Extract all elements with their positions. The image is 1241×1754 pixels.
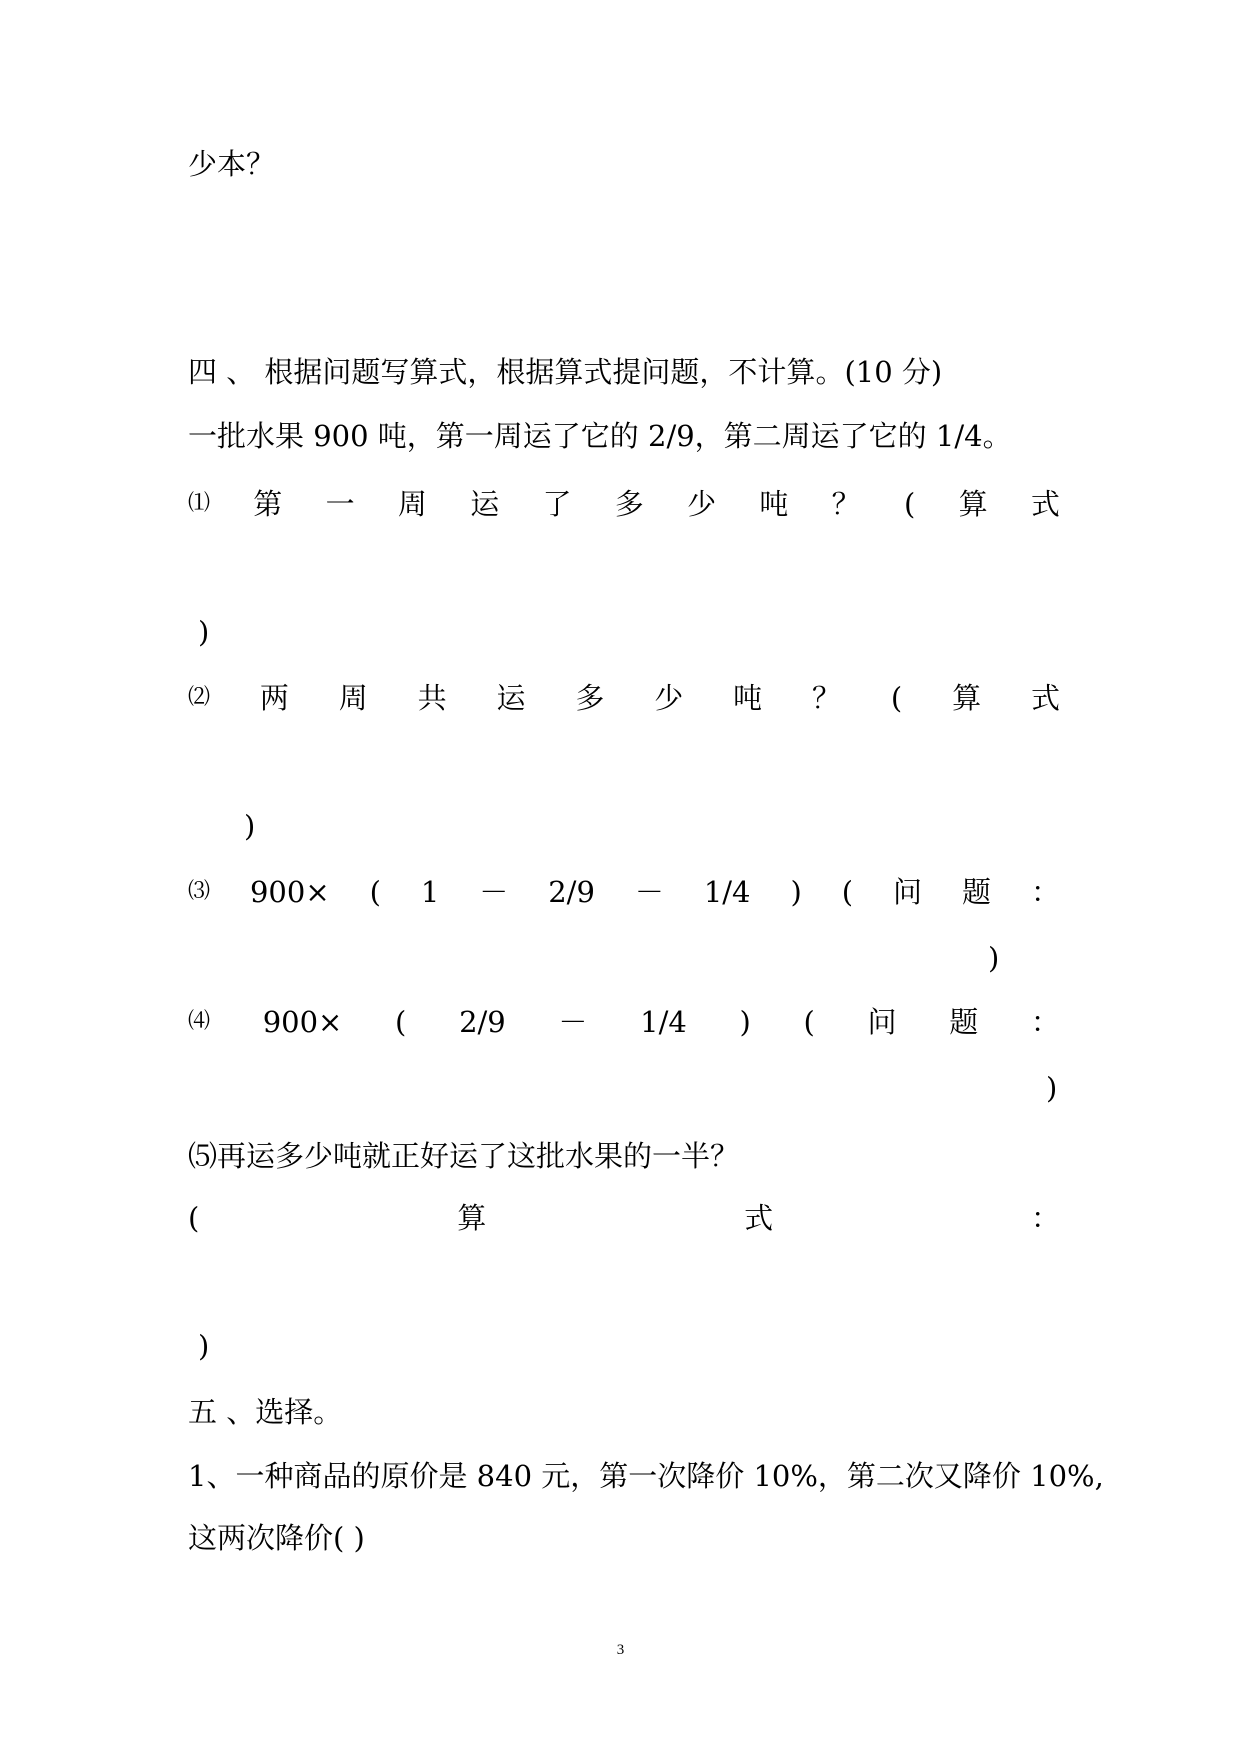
question-token: 运 — [496, 681, 526, 715]
question-2 — [188, 680, 1060, 716]
question-token: － — [634, 875, 664, 909]
question-token: 多 — [575, 681, 605, 715]
question-token: 题 — [961, 875, 991, 909]
question-token: 题 — [949, 1005, 979, 1039]
question-token: ( — [803, 1005, 815, 1039]
question-number: ⑷ — [188, 1009, 211, 1034]
answer-blank-close: ) — [988, 941, 1000, 975]
question-token: 2/9 — [548, 875, 595, 909]
question-token: 1/4 — [640, 1005, 687, 1039]
question-token: － — [479, 875, 509, 909]
question-token: ： — [1030, 1005, 1060, 1039]
question-token: － — [558, 1005, 588, 1039]
answer-blank-close: ) — [1046, 1071, 1058, 1105]
question-token: ) — [790, 875, 802, 909]
question-token: 算 — [457, 1201, 487, 1235]
question-token: 式 — [1030, 487, 1060, 521]
question-number: ⑶ — [188, 879, 211, 904]
question-token: 吨 — [733, 681, 763, 715]
question-token: ： — [1030, 1201, 1060, 1235]
question-token: 式 — [1030, 681, 1060, 715]
choice-1-line-2: 这两次降价( ) — [188, 1521, 365, 1555]
question-4 — [188, 1004, 1060, 1040]
answer-blank-close: ) — [244, 809, 256, 843]
question-number: ⑵ — [188, 685, 211, 710]
question-token: ( — [903, 487, 916, 521]
question-token: 运 — [470, 487, 500, 521]
question-token: 900× — [262, 1005, 343, 1039]
question-token: 问 — [867, 1005, 897, 1039]
question-token: ？ — [831, 487, 861, 521]
question-token: 了 — [542, 487, 572, 521]
question-5: ⑸再运多少吨就正好运了这批水果的一半？ — [188, 1139, 740, 1173]
page-number: 3 — [616, 1642, 625, 1658]
question-token: ( — [369, 875, 381, 909]
question-number: ⑴ — [188, 491, 211, 516]
answer-blank-close: ) — [198, 615, 210, 649]
question-token: 共 — [417, 681, 447, 715]
question-token: 算 — [952, 681, 982, 715]
question-token: 两 — [259, 681, 289, 715]
section-4-heading: 四 、 根据问题写算式，根据算式提问题，不计算。(10 分) — [188, 355, 943, 389]
question-3 — [188, 874, 1060, 910]
question-token: ) — [739, 1005, 751, 1039]
section-4-intro: 一批水果 900 吨，第一周运了它的 2/9，第二周运了它的 1/4。 — [188, 419, 1012, 453]
continuation-text: 少本？ — [188, 147, 276, 181]
question-token: 少 — [654, 681, 684, 715]
question-token: ( — [395, 1005, 407, 1039]
question-token: 算 — [958, 487, 988, 521]
question-token: 第 — [253, 487, 283, 521]
question-token: ( — [188, 1201, 200, 1235]
question-token: 吨 — [759, 487, 789, 521]
question-token: 周 — [338, 681, 368, 715]
question-1 — [188, 486, 1060, 522]
section-5-heading: 五 、选择。 — [188, 1395, 343, 1429]
question-token: 问 — [893, 875, 923, 909]
question-token: 1 — [420, 875, 440, 909]
question-token: 一 — [325, 487, 355, 521]
question-token: 式 — [744, 1201, 774, 1235]
question-token: 1/4 — [703, 875, 751, 909]
question-token: 多 — [614, 487, 644, 521]
question-5-answer — [188, 1200, 1060, 1236]
question-token: ？ — [812, 681, 842, 715]
question-token: 2/9 — [459, 1005, 506, 1039]
answer-blank-close: ) — [198, 1329, 210, 1363]
question-token: 少 — [687, 487, 717, 521]
question-token: ： — [1030, 875, 1060, 909]
choice-1-line-1: 1、一种商品的原价是 840 元，第一次降价 10%，第二次又降价 10%, — [188, 1459, 1104, 1493]
question-token: 周 — [397, 487, 427, 521]
question-token: 900× — [249, 875, 330, 909]
question-token: ( — [841, 875, 854, 909]
question-token: ( — [890, 681, 903, 715]
